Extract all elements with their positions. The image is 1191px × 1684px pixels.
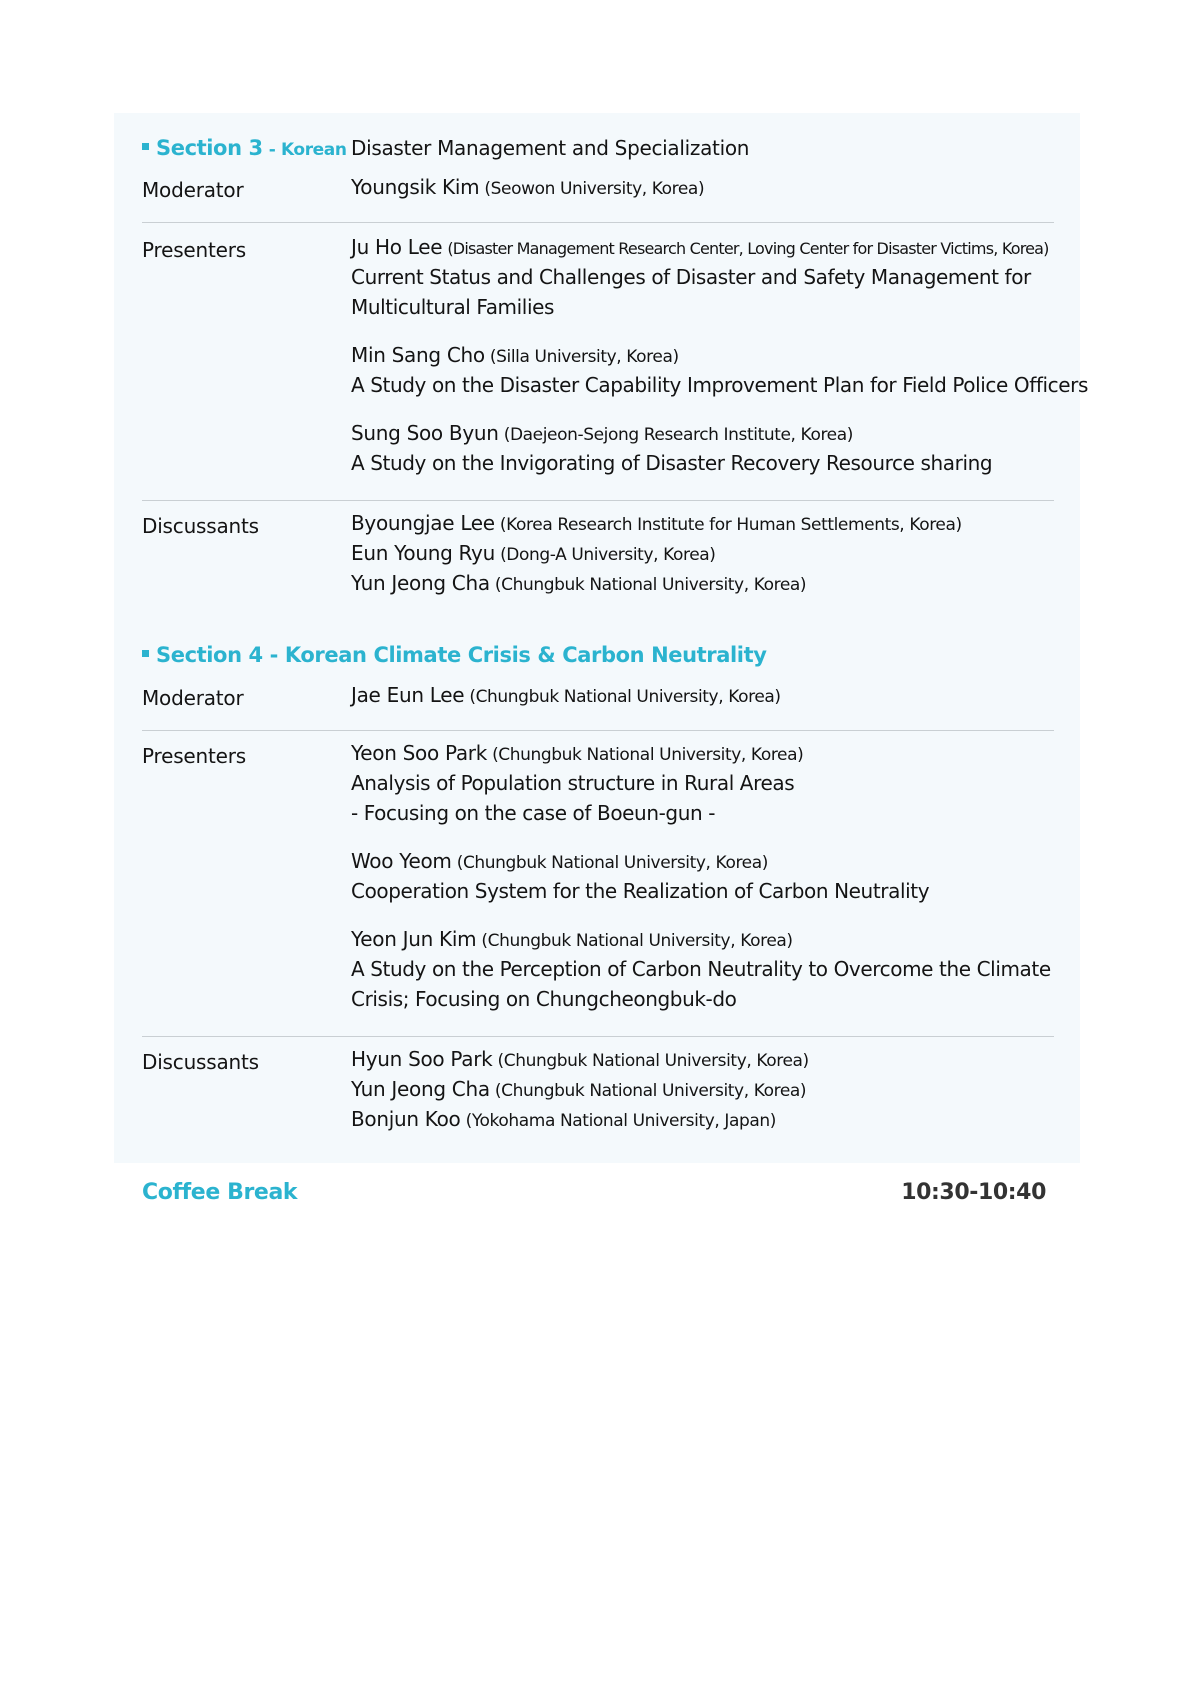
presentation-title: Crisis; Focusing on Chungcheongbuk-do: [351, 987, 737, 1011]
person-affiliation: (Chungbuk National University, Korea): [494, 575, 807, 595]
person-name: Youngsik Kim: [351, 175, 480, 199]
section-4-heading: Section 4 - Korean Climate Crisis & Carbon Neutrality: [142, 643, 767, 667]
discussants-label: Discussants: [142, 514, 259, 538]
person-name: Bonjun Koo: [351, 1107, 461, 1131]
divider: [142, 730, 1054, 731]
person-name: Yeon Jun Kim: [351, 927, 477, 951]
presenter-entry: [351, 924, 1071, 1014]
person-affiliation: (Dong-A University, Korea): [500, 545, 716, 565]
bullet-icon: [142, 650, 149, 657]
divider: [142, 500, 1054, 501]
person-affiliation: (Chungbuk National University, Korea): [469, 687, 781, 707]
person-name: Ju Ho Lee: [351, 235, 443, 259]
person-affiliation: (Seowon University, Korea): [484, 179, 705, 199]
person-affiliation: (Disaster Management Research Center, Loving Center for Disaster Victims, Korea): [447, 239, 1049, 258]
bullet-icon: [142, 143, 149, 150]
moderator-label: Moderator: [142, 178, 244, 202]
person-affiliation: (Silla University, Korea): [489, 347, 679, 367]
person-name: Sung Soo Byun: [351, 421, 499, 445]
person-affiliation: (Daejeon-Sejong Research Institute, Korea): [503, 425, 853, 445]
person-name: Woo Yeom: [351, 849, 452, 873]
person-name: Hyun Soo Park: [351, 1047, 493, 1071]
presentation-title: Current Status and Challenges of Disaster and Safety Management for: [351, 265, 1031, 289]
presenter-entry: [351, 232, 1071, 322]
person-affiliation: (Chungbuk National University, Korea): [497, 1051, 809, 1071]
moderator-label: Moderator: [142, 686, 244, 710]
person-affiliation: (Chungbuk National University, Korea): [456, 853, 768, 873]
divider: [142, 222, 1054, 223]
presentation-title: A Study on the Invigorating of Disaster Recovery Resource sharing: [351, 451, 993, 475]
person-affiliation: (Chungbuk National University, Korea): [492, 745, 804, 765]
person-affiliation: (Korea Research Institute for Human Settlements, Korea): [499, 515, 962, 535]
presentation-title: Analysis of Population structure in Rural Areas: [351, 771, 795, 795]
section-3-language: - Korean: [268, 140, 347, 160]
presentation-title: A Study on the Perception of Carbon Neutrality to Overcome the Climate: [351, 957, 1051, 981]
person-name: Yeon Soo Park: [351, 741, 487, 765]
presenters-list: [351, 232, 1089, 496]
presentation-title: - Focusing on the case of Boeun-gun -: [351, 801, 716, 825]
person-name: Yun Jeong Cha: [351, 571, 490, 595]
presenter-entry: [351, 846, 1071, 906]
presenters-list: [351, 738, 1071, 1032]
person-affiliation: (Yokohama National University, Japan): [465, 1111, 777, 1131]
presenter-entry: [351, 340, 1089, 400]
person-name: Eun Young Ryu: [351, 541, 495, 565]
presenters-label: Presenters: [142, 744, 246, 768]
presenter-entry: [351, 418, 1071, 478]
coffee-break-time: 10:30-10:40: [901, 1180, 1046, 1205]
section-3-heading: Section 3 - Korean: [142, 136, 347, 160]
presentation-title: A Study on the Disaster Capability Improvement Plan for Field Police Officers: [351, 373, 1089, 397]
person-name: Min Sang Cho: [351, 343, 485, 367]
discussants-list: [351, 508, 1071, 598]
person-affiliation: (Chungbuk National University, Korea): [481, 931, 793, 951]
moderator: [351, 172, 1071, 202]
presentation-title: Multicultural Families: [351, 295, 555, 319]
divider: [142, 1036, 1054, 1037]
coffee-break-label: Coffee Break: [142, 1180, 298, 1205]
person-name: Jae Eun Lee: [351, 683, 465, 707]
discussants-label: Discussants: [142, 1050, 259, 1074]
presenter-entry: [351, 738, 1071, 828]
person-name: Byoungjae Lee: [351, 511, 495, 535]
discussants-list: [351, 1044, 1071, 1134]
section-3-title: Disaster Management and Specialization: [351, 136, 750, 160]
moderator: [351, 680, 1071, 710]
presenters-label: Presenters: [142, 238, 246, 262]
presentation-title: Cooperation System for the Realization of Carbon Neutrality: [351, 879, 930, 903]
person-affiliation: (Chungbuk National University, Korea): [494, 1081, 807, 1101]
person-name: Yun Jeong Cha: [351, 1077, 490, 1101]
